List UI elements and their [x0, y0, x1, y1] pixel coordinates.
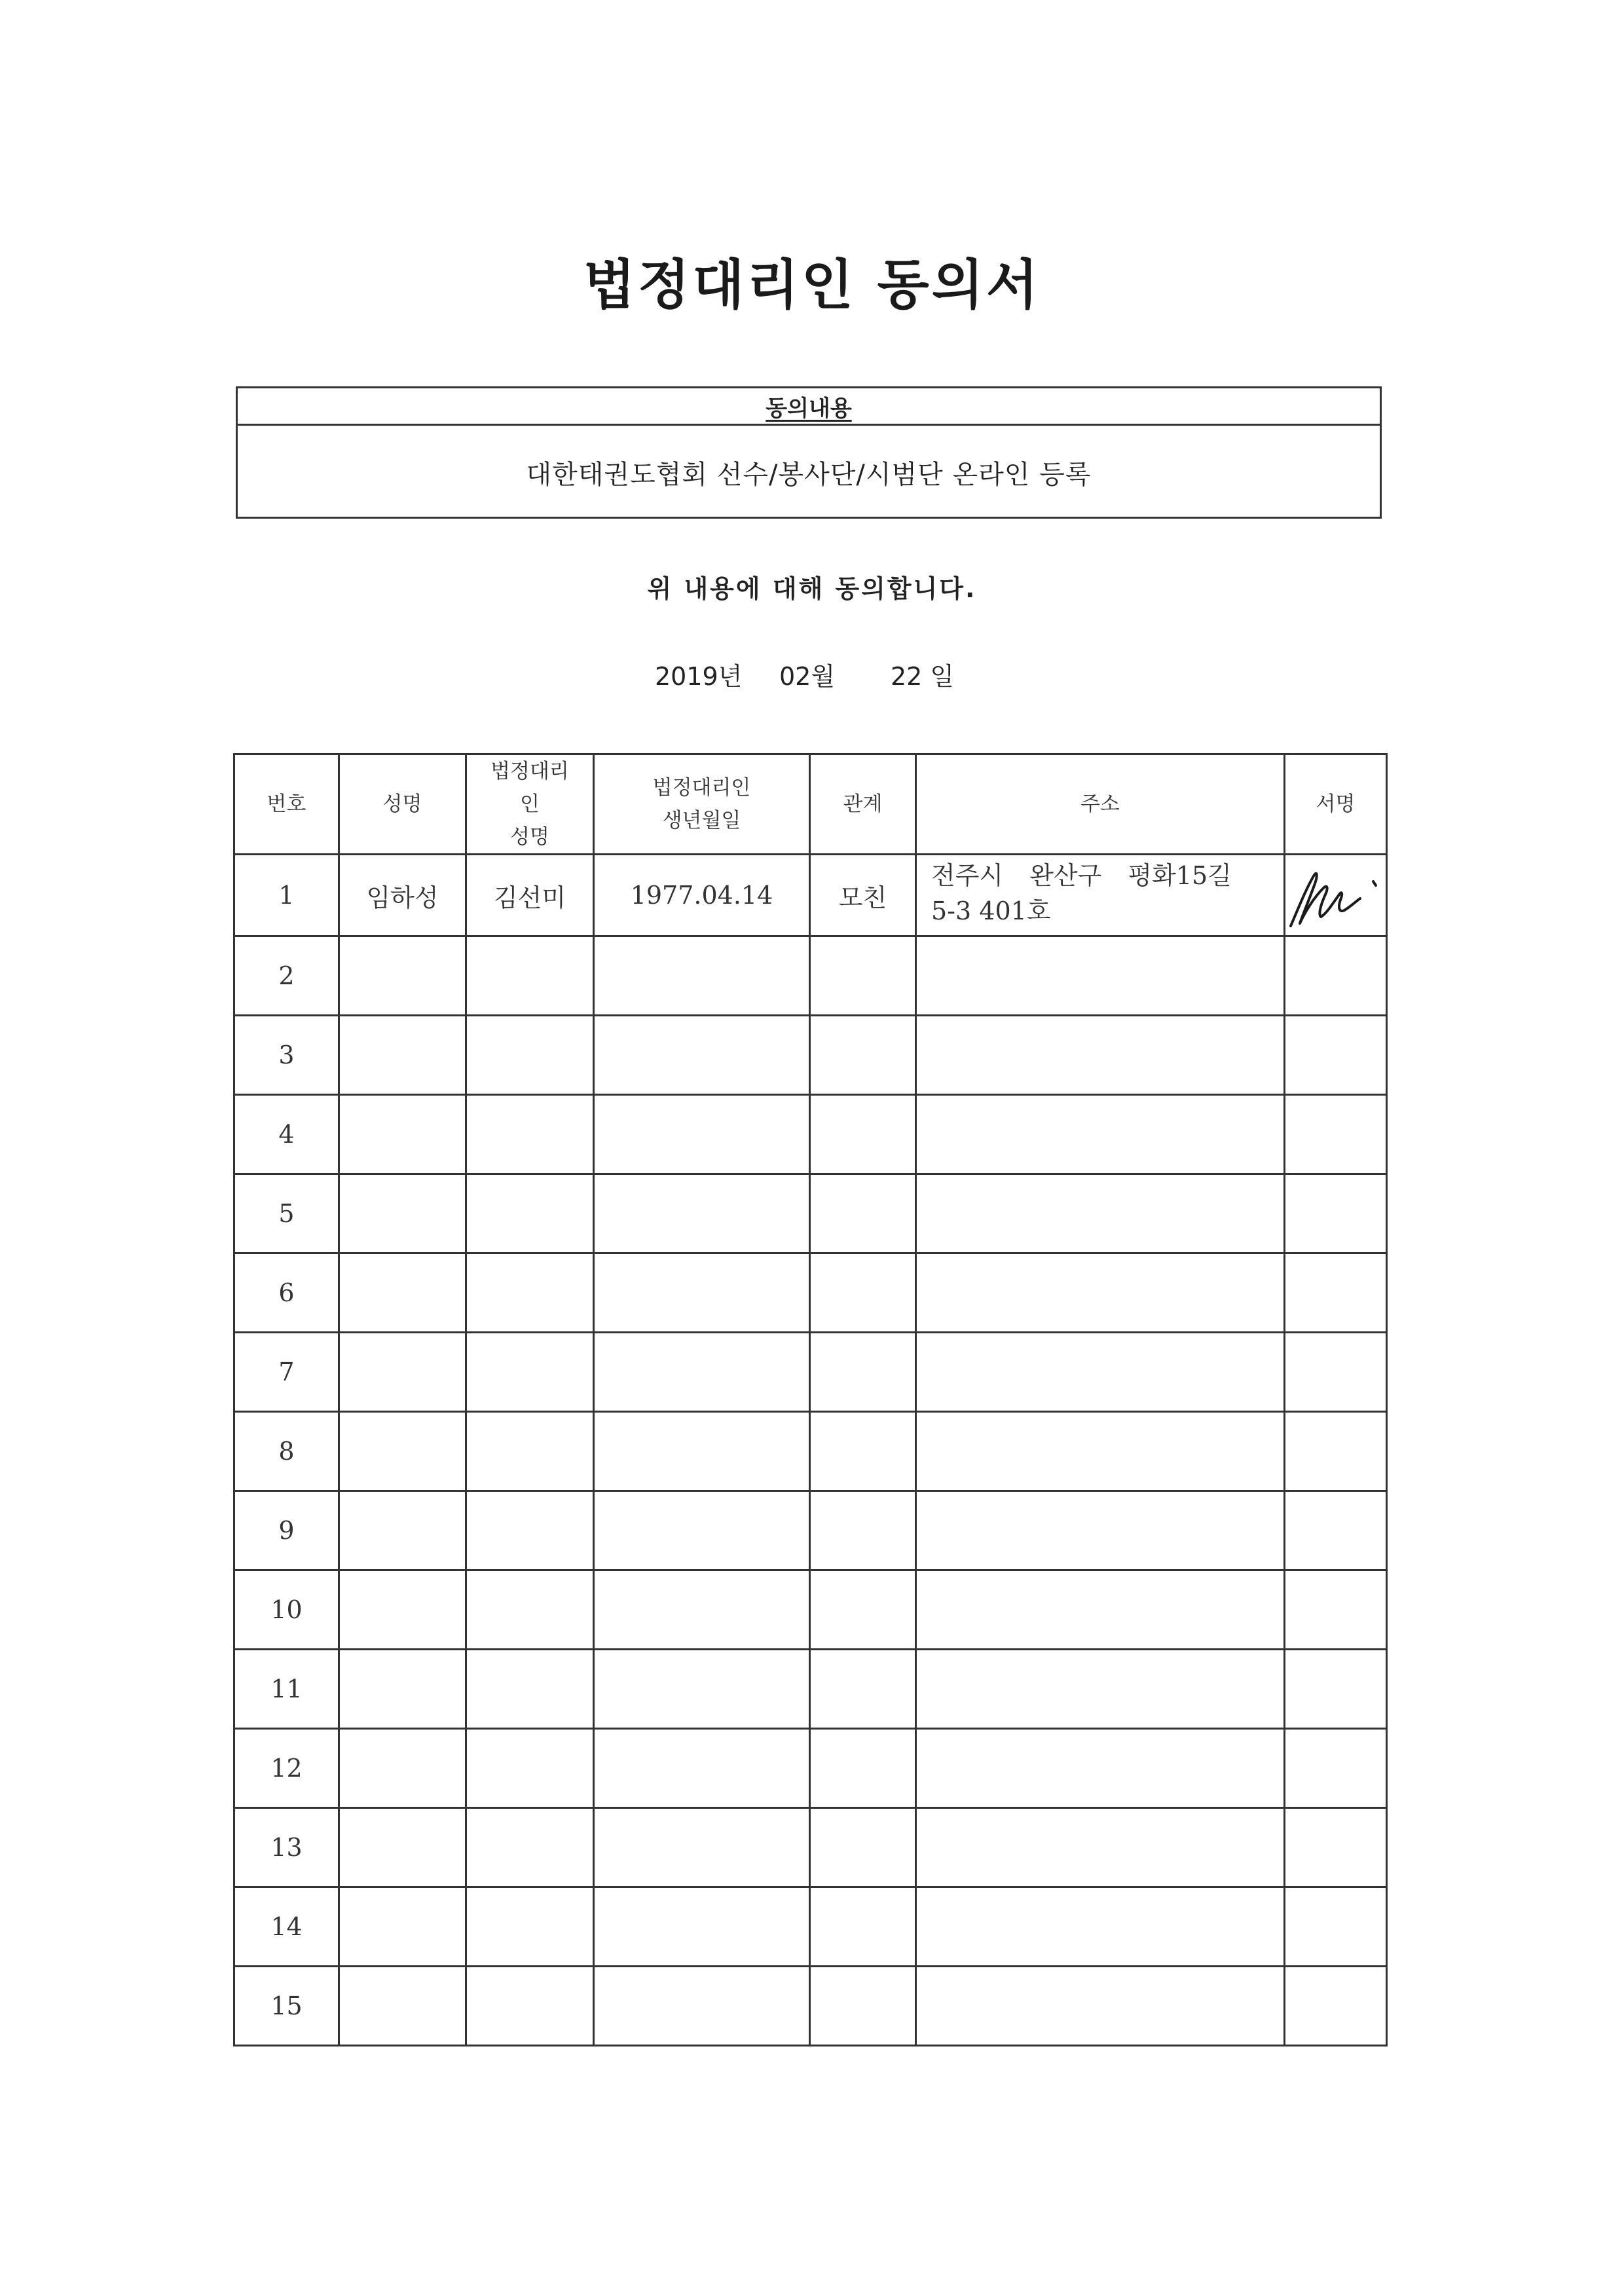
cell-guardian-name: [466, 1570, 594, 1650]
cell-signature: [1285, 1570, 1387, 1650]
cell-guardian-name: [466, 1967, 594, 2046]
cell-address: [916, 1412, 1285, 1491]
cell-guardian-name: [466, 1729, 594, 1808]
header-address: 주소: [916, 754, 1285, 855]
cell-guardian-birth: [594, 1729, 810, 1808]
document-title: 법정대리인 동의서: [583, 253, 1041, 316]
cell-guardian-birth: [594, 1967, 810, 2046]
registration-table: [233, 753, 1388, 2046]
header-guardian-birth-line2: 생년월일: [662, 809, 741, 832]
cell-number: 11: [234, 1650, 339, 1729]
cell-name: [339, 1967, 466, 2046]
cell-relation: [810, 936, 916, 1016]
cell-address: [916, 1333, 1285, 1412]
cell-number: 12: [234, 1729, 339, 1808]
table-row: [234, 1650, 1387, 1729]
cell-guardian-birth: [594, 1650, 810, 1729]
cell-guardian-birth: [594, 1253, 810, 1333]
table-row: [234, 1095, 1387, 1174]
cell-relation: [810, 1412, 916, 1491]
cell-guardian-birth: [594, 1412, 810, 1491]
address-line1: 전주시 완산구 평화15길: [931, 861, 1232, 890]
cell-signature: [1285, 1095, 1387, 1174]
cell-guardian-name: [466, 1253, 594, 1333]
cell-guardian-name: [466, 1333, 594, 1412]
cell-address: [916, 1729, 1285, 1808]
header-guardian-name-line1: 법정대리: [490, 760, 569, 783]
cell-guardian-birth: [594, 1570, 810, 1650]
cell-name: [339, 1412, 466, 1491]
cell-guardian-name: [466, 1016, 594, 1095]
cell-relation: [810, 1016, 916, 1095]
address-line2: 5-3 401호: [931, 897, 1051, 925]
cell-relation: [810, 1967, 916, 2046]
cell-address: [916, 1570, 1285, 1650]
cell-signature: [1285, 1729, 1387, 1808]
table-header-row: [234, 754, 1387, 855]
cell-number: 7: [234, 1333, 339, 1412]
cell-guardian-birth: [594, 1887, 810, 1967]
cell-guardian-name: [466, 1174, 594, 1253]
cell-address: [916, 1491, 1285, 1570]
cell-relation: [810, 1491, 916, 1570]
cell-address: [916, 1808, 1285, 1887]
cell-guardian-name: [466, 1095, 594, 1174]
cell-address: [916, 1174, 1285, 1253]
header-guardian-name: [466, 754, 594, 855]
cell-guardian-name: [466, 1491, 594, 1570]
consent-content-text: 대한태권도협회 선수/봉사단/시범단 온라인 등록: [526, 459, 1092, 490]
cell-signature: [1285, 1253, 1387, 1333]
table-row: [234, 1967, 1387, 2046]
cell-signature: [1285, 1887, 1387, 1967]
cell-name: [339, 1729, 466, 1808]
header-number: 번호: [234, 754, 339, 855]
cell-relation: [810, 1333, 916, 1412]
cell-guardian-name: 김선미: [466, 855, 594, 936]
cell-address: [916, 855, 1285, 936]
consent-date: [655, 656, 976, 692]
cell-address: [916, 936, 1285, 1016]
cell-address: [916, 1095, 1285, 1174]
cell-address: [916, 1650, 1285, 1729]
cell-number: 6: [234, 1253, 339, 1333]
cell-signature: [1285, 1967, 1387, 2046]
cell-signature: [1285, 1174, 1387, 1253]
header-guardian-birth: [594, 754, 810, 855]
cell-name: [339, 1887, 466, 1967]
cell-number: 3: [234, 1016, 339, 1095]
cell-name: [339, 936, 466, 1016]
table-row: [234, 1174, 1387, 1253]
cell-number: 15: [234, 1967, 339, 2046]
table-row: [234, 1491, 1387, 1570]
cell-relation: [810, 1174, 916, 1253]
cell-relation: 모친: [810, 855, 916, 936]
cell-number: 1: [234, 855, 339, 936]
cell-name: [339, 1253, 466, 1333]
cell-guardian-birth: [594, 1808, 810, 1887]
header-guardian-name-line2: 인: [520, 792, 540, 816]
cell-name: [339, 1808, 466, 1887]
cell-relation: [810, 1887, 916, 1967]
cell-relation: [810, 1253, 916, 1333]
cell-signature: [1285, 1650, 1387, 1729]
cell-signature: [1285, 1491, 1387, 1570]
cell-signature: [1285, 1333, 1387, 1412]
cell-number: 5: [234, 1174, 339, 1253]
cell-relation: [810, 1650, 916, 1729]
cell-guardian-name: [466, 1808, 594, 1887]
cell-guardian-birth: [594, 1095, 810, 1174]
cell-guardian-name: [466, 1650, 594, 1729]
cell-name: [339, 1095, 466, 1174]
cell-name: 임하성: [339, 855, 466, 936]
cell-guardian-name: [466, 1412, 594, 1491]
cell-signature: [1285, 936, 1387, 1016]
agreement-statement: 위 내용에 대해 동의합니다.: [647, 574, 977, 603]
cell-number: 4: [234, 1095, 339, 1174]
cell-signature: [1285, 1412, 1387, 1491]
cell-signature: [1285, 1016, 1387, 1095]
table-row: [234, 1016, 1387, 1095]
cell-guardian-birth: [594, 1333, 810, 1412]
table-row: [234, 1887, 1387, 1967]
table-row: [234, 855, 1387, 936]
header-signature: 서명: [1285, 754, 1387, 855]
cell-signature: [1285, 855, 1387, 936]
cell-number: 13: [234, 1808, 339, 1887]
cell-guardian-birth: 1977.04.14: [594, 855, 810, 936]
cell-guardian-birth: [594, 936, 810, 1016]
cell-relation: [810, 1729, 916, 1808]
consent-header-label: 동의내용: [766, 395, 852, 422]
cell-name: [339, 1570, 466, 1650]
cell-relation: [810, 1095, 916, 1174]
cell-address: [916, 1967, 1285, 2046]
cell-guardian-name: [466, 936, 594, 1016]
date-day: 22 일: [891, 662, 955, 691]
cell-number: 10: [234, 1570, 339, 1650]
table-row: [234, 1412, 1387, 1491]
consent-content-box: [236, 386, 1382, 519]
cell-number: 9: [234, 1491, 339, 1570]
cell-guardian-birth: [594, 1174, 810, 1253]
table-row: [234, 1253, 1387, 1333]
header-guardian-name-line3: 성명: [510, 825, 549, 849]
cell-name: [339, 1016, 466, 1095]
header-name: 성명: [339, 754, 466, 855]
table-row: [234, 1729, 1387, 1808]
cell-address: [916, 1253, 1285, 1333]
cell-number: 2: [234, 936, 339, 1016]
consent-header: [238, 388, 1380, 426]
header-relation: 관계: [810, 754, 916, 855]
cell-name: [339, 1174, 466, 1253]
table-row: [234, 936, 1387, 1016]
cell-address: [916, 1016, 1285, 1095]
cell-number: 8: [234, 1412, 339, 1491]
handwritten-signature: [1285, 855, 1384, 933]
cell-guardian-name: [466, 1887, 594, 1967]
cell-signature: [1285, 1808, 1387, 1887]
date-year: 2019년: [655, 662, 743, 691]
cell-relation: [810, 1808, 916, 1887]
date-month: 02월: [779, 662, 836, 691]
table-row: [234, 1808, 1387, 1887]
table-row: [234, 1570, 1387, 1650]
cell-number: 14: [234, 1887, 339, 1967]
cell-relation: [810, 1570, 916, 1650]
cell-guardian-birth: [594, 1491, 810, 1570]
cell-guardian-birth: [594, 1016, 810, 1095]
cell-name: [339, 1650, 466, 1729]
table-row: [234, 1333, 1387, 1412]
cell-name: [339, 1333, 466, 1412]
header-guardian-birth-line1: 법정대리인: [652, 776, 751, 800]
cell-address: [916, 1887, 1285, 1967]
cell-name: [339, 1491, 466, 1570]
